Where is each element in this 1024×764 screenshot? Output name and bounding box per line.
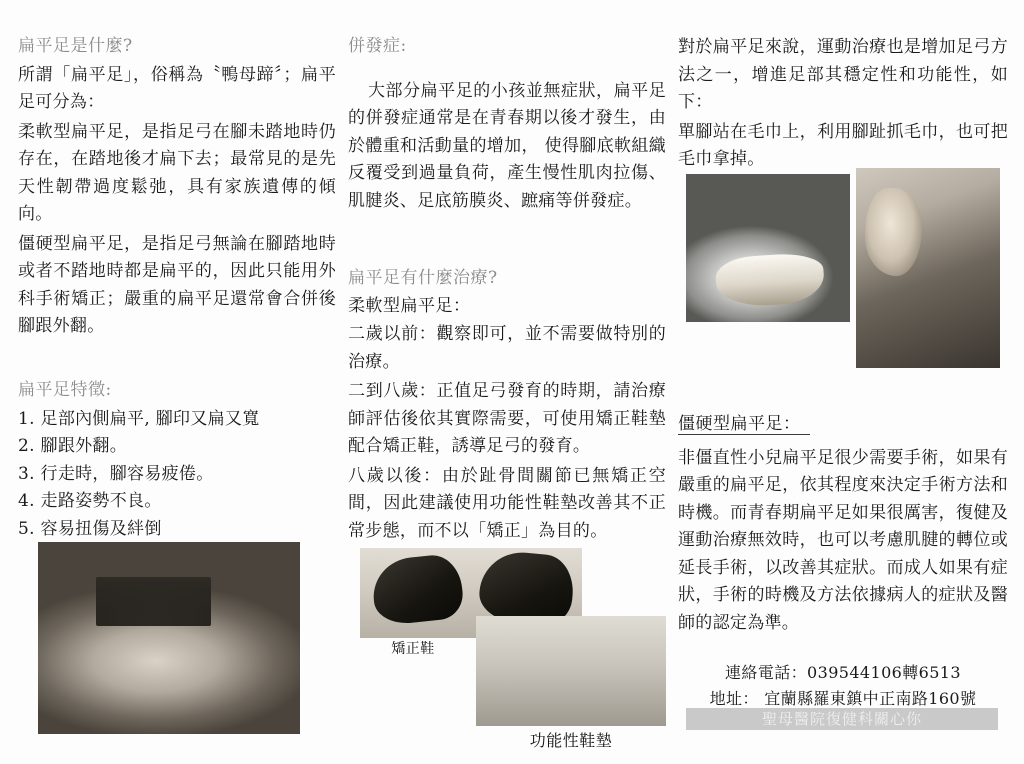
middle-section-complications [348,34,666,217]
list-item: 5. 容易扭傷及絆倒 [18,518,162,539]
paragraph-definition-1: 所謂「扁平足」，俗稱為〝鴨母蹄〞；扁平足可分為： [18,64,336,113]
functional-insole-image [476,616,666,726]
heading-flatfoot-features: 扁平足特徵: [18,380,112,400]
shoe-left-shape [370,553,465,627]
left-section-flatfoot-definition [18,34,336,343]
list-item: 3. 行走時，腳容易疲倦。 [18,463,214,484]
middle-column [348,0,666,764]
paragraph-treatment-2to8: 二到八歲：正值足弓發育的時期，請治療師評估後依其實際需要，可使用矯正鞋墊配合矯正鞋，誘導足弓的發育。 [348,381,666,457]
left-column [18,0,336,764]
feature-list [18,406,336,544]
contact-phone: 連絡電話：039544106轉6513 [725,663,961,682]
list-item: 1. 足部內側扁平, 腳印又扁又寬 [18,408,260,429]
hospital-footer-banner: 聖母醫院復健科關心你 [686,708,998,730]
paragraph-complications: 大部分扁平足的小孩並無症狀，扁平足的併發症通常是在青春期以後才發生，由於體重和活動量的增加， 使得腳底軟組織反覆受到過量負荷，產生慢性肌肉拉傷、肌腱炎、足底筋膜炎、蹠痛等併發症。 [348,80,666,211]
functional-insole-photo [476,616,666,726]
towel-exercise-photo [686,174,850,322]
subheading-flexible-flatfoot: 柔軟型扁平足： [348,295,471,316]
paragraph-exercise-towel: 單腳站在毛巾上，利用腳趾抓毛巾，也可把毛巾拿掉。 [678,121,1008,170]
list-item: 4. 走路姿勢不良。 [18,491,162,512]
foot-photo-image [38,542,300,734]
paragraph-rigid-flatfoot: 非僵直性小兒扁平足很少需要手術，如果有嚴重的扁平足，依其程度來決定手術方法和時機。而青春期扁平足如果很厲害，復健及運動治療無效時，也可以考慮肌腱的轉位或延長手術，以改善其症狀。而成人如果有症狀，手術的時機及方法依據病人的症狀及醫師的認定為準。 [678,447,1008,633]
list-item: 2. 腳跟外翻。 [18,436,128,457]
right-column [678,0,1008,764]
foot-photo [38,542,300,734]
paragraph-exercise-intro: 對於扁平足來說，運動治療也是增加足弓方法之一，增進足部其穩定性和功能性，如下： [678,37,1008,113]
paragraph-definition-2: 柔軟型扁平足，是指足弓在腳未踏地時仍存在，在踏地後才扁下去；最常見的是先天性韌帶過度鬆弛，具有家族遺傳的傾向。 [18,121,336,225]
paragraph-definition-3: 僵硬型扁平足，是指足弓無論在腳踏地時或者不踏地時都是扁平的，因此只能用外科手術矯正；嚴重的扁平足還常會合併後腳跟外翻。 [18,233,336,337]
right-section-exercise [678,34,1008,176]
contact-address: 地址： 宜蘭縣羅東鎮中正南路160號 [709,688,977,708]
underline-rule [678,434,810,435]
heading-treatment: 扁平足有什麼治療? [348,268,498,288]
person-towel-photo [856,168,1000,368]
towel-exercise-image [686,174,850,322]
middle-section-treatment [348,266,666,547]
contact-info [678,660,1008,711]
left-section-features [18,378,336,543]
heading-what-is-flatfoot: 扁平足是什麼? [18,36,133,56]
right-section-rigid-flatfoot [678,412,1008,639]
person-towel-image [856,168,1000,368]
caption-orthopedic-shoes: 矯正鞋 [391,641,435,657]
heading-complications: 併發症: [348,36,407,56]
subheading-rigid-flatfoot: 僵硬型扁平足： [678,414,801,434]
paragraph-treatment-over8: 八歲以後：由於趾骨間關節已無矯正空間，因此建議使用功能性鞋墊改善其不正常步態，而不以「矯正」為目的。 [348,465,666,541]
paragraph-treatment-under2: 二歲以前：觀察即可，並不需要做特別的治療。 [348,324,666,372]
caption-functional-insole: 功能性鞋墊 [529,731,613,750]
